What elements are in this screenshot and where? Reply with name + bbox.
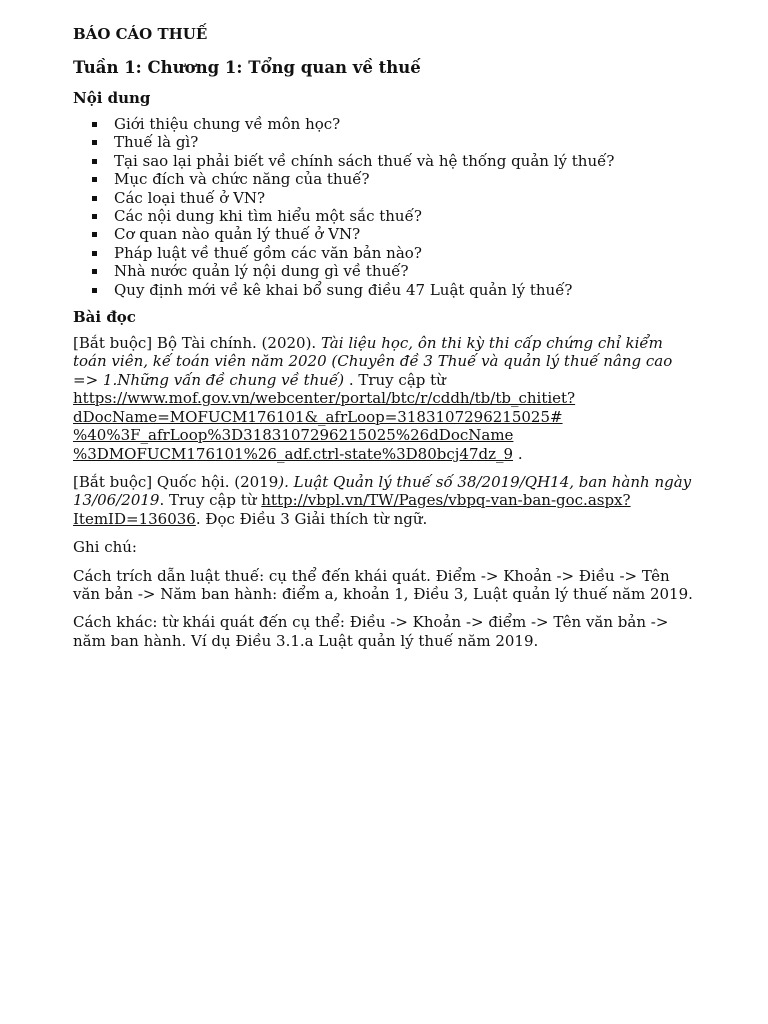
- content-heading: Nội dung: [73, 89, 151, 107]
- url-line[interactable]: http://vbpl.vn/TW/Pages/vbpq-van-ban-goc.aspx?: [261, 491, 631, 510]
- citation-title: ). Luật Quản lý thuế số 38/2019/QH14, ban hành ngày 13/06/2019: [73, 472, 692, 510]
- document-title: BÁO CÁO THUẾ: [73, 25, 208, 43]
- bullet-icon: [92, 122, 97, 127]
- list-item: [73, 170, 698, 188]
- list-item: [73, 207, 698, 225]
- list-item: [73, 281, 698, 299]
- list-item: [73, 262, 698, 280]
- topic-text: Giới thiệu chung về môn học?: [114, 115, 341, 133]
- bullet-icon: [92, 140, 97, 145]
- reading-heading: Bài đọc: [73, 308, 136, 327]
- note-label: Ghi chú:: [73, 538, 137, 557]
- topic-list: [73, 115, 698, 299]
- bullet-icon: [92, 159, 97, 164]
- citation-access-text: . Truy cập từ: [159, 491, 262, 510]
- topic-text: Thuế là gì?: [114, 133, 199, 152]
- citation-suffix: . Đọc Điều 3 Giải thích từ ngữ.: [195, 509, 428, 528]
- bullet-icon: [92, 251, 97, 256]
- note-paragraph-1: Cách trích dẫn luật thuế: cụ thể đến khái quát. Điểm -> Khoản -> Điều -> Tên văn bản -> Năm ban hành: điểm a, khoản 1, Điều 3, Luật quản lý thuế năm 2019.: [73, 566, 693, 603]
- list-item: [73, 152, 698, 170]
- topic-text: Mục đích và chức năng của thuế?: [114, 170, 370, 189]
- bullet-icon: [92, 288, 97, 293]
- citation-suffix: .: [513, 444, 523, 463]
- topic-text: Cơ quan nào quản lý thuế ở VN?: [114, 225, 361, 244]
- url-line[interactable]: dDocName=MOFUCM176101&_afrLoop=3183107296215025#: [73, 407, 563, 426]
- topic-text: Nhà nước quản lý nội dung gì về thuế?: [114, 262, 409, 281]
- list-item: [73, 189, 698, 207]
- bullet-icon: [92, 269, 97, 274]
- citation-access-text: . Truy cập từ: [344, 370, 446, 389]
- week-title: Tuần 1: Chương 1: Tổng quan về thuế: [73, 58, 421, 77]
- url-line[interactable]: %40%3F_afrLoop%3D3183107296215025%26dDocName: [73, 426, 514, 445]
- citation-prefix: [Bắt buộc] Quốc hội. (2019: [73, 472, 279, 491]
- bullet-icon: [92, 196, 97, 201]
- citation-prefix: [Bắt buộc] Bộ Tài chính. (2020).: [73, 334, 321, 353]
- bullet-icon: [92, 177, 97, 182]
- citation-title: Tài liệu học, ôn thi kỳ thi cấp chứng chỉ kiểm toán viên, kế toán viên năm 2020 (Chuyên đề 3 Thuế và quản lý thuế nâng cao => 1.Những vấn đề chung về thuế): [73, 334, 673, 389]
- topic-text: Tại sao lại phải biết về chính sách thuế và hệ thống quản lý thuế?: [114, 151, 615, 170]
- topic-text: Quy định mới về kê khai bổ sung điều 47 Luật quản lý thuế?: [114, 280, 573, 299]
- mof-link[interactable]: [73, 389, 575, 462]
- bullet-icon: [92, 232, 97, 237]
- url-line[interactable]: %3DMOFUCM176101%26_adf.ctrl-state%3D80bcj47dz_9: [73, 444, 514, 463]
- reading-citation-1: [73, 334, 698, 463]
- list-item: [73, 225, 698, 243]
- topic-text: Các nội dung khi tìm hiểu một sắc thuế?: [114, 207, 422, 226]
- list-item: [73, 244, 698, 262]
- url-line[interactable]: https://www.mof.gov.vn/webcenter/portal/btc/r/cddh/tb/tb_chitiet?: [73, 389, 576, 408]
- topic-text: Pháp luật về thuế gồm các văn bản nào?: [114, 243, 422, 262]
- bullet-icon: [92, 214, 97, 219]
- url-line[interactable]: ItemID=136036: [73, 509, 196, 528]
- list-item: [73, 133, 698, 151]
- list-item: [73, 115, 698, 133]
- topic-text: Các loại thuế ở VN?: [114, 188, 266, 207]
- reading-citation-2: [73, 473, 698, 528]
- note-paragraph-2: Cách khác: từ khái quát đến cụ thể: Điều -> Khoản -> điểm -> Tên văn bản -> năm ban hành. Ví dụ Điều 3.1.a Luật quản lý thuế năm 2019.: [73, 613, 669, 650]
